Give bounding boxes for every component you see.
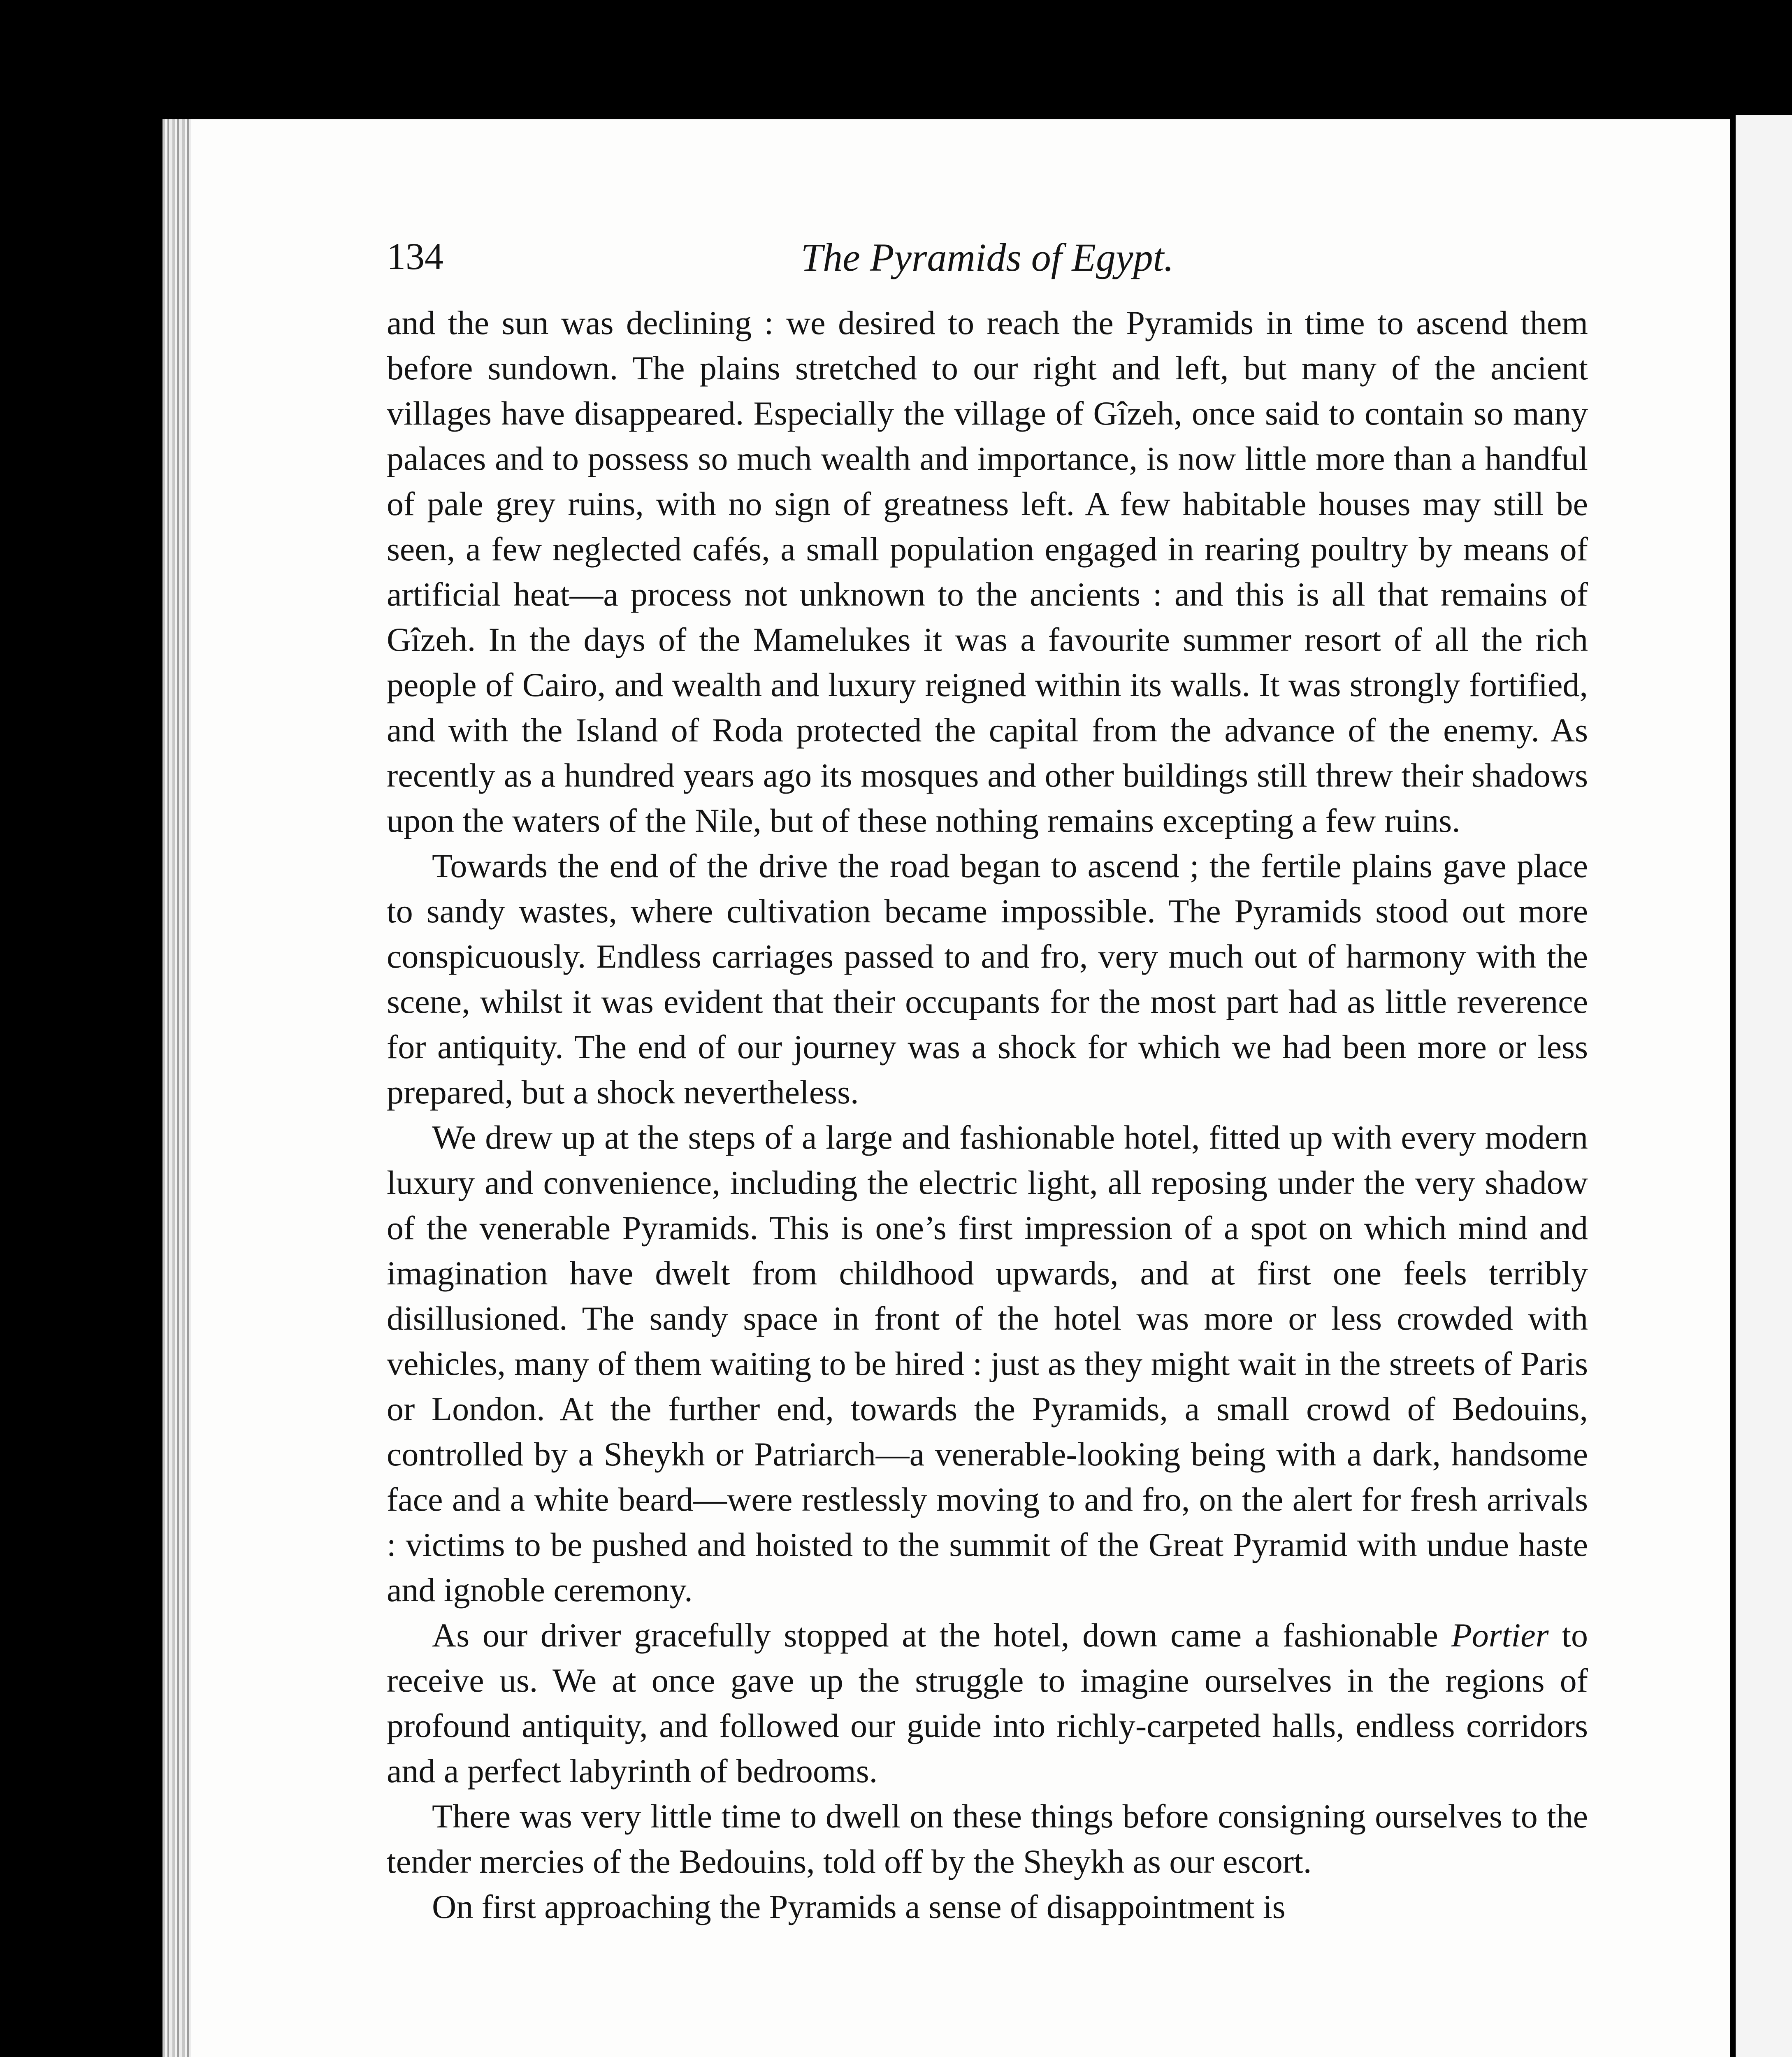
paragraph-6: On first approaching the Pyramids a sense of disappointment is bbox=[432, 1888, 1286, 1925]
page-number: 134 bbox=[387, 235, 443, 277]
running-head bbox=[387, 230, 1588, 300]
page-gutter bbox=[162, 119, 191, 2057]
page-content bbox=[387, 230, 1588, 1929]
running-title: The Pyramids of Egypt. bbox=[801, 235, 1174, 279]
paragraph-4 bbox=[387, 1613, 1588, 1794]
paragraph-1: and the sun was declining : we desired to reach the Pyramids in time to ascend them before sundown. The plains stretched to our right and left, but many of the ancient villages have disappeared. Especially the village of Gîzeh, once said to contain so many palaces and to possess so much wealth and importance, is now little more than a handful of pale grey ruins, with no sign of greatness left. A few habitable houses may still be seen, a few neglected cafés, a small population engaged in rearing poultry by means of artificial heat—a process not unknown to the ancients : and this is all that remains of Gîzeh. In the days of the Mamelukes it was a favourite summer resort of all the rich people of Cairo, and wealth and luxury reigned within its walls. It was strongly fortified, and with the Island of Roda protected the capital from the advance of the enemy. As recently as a hundred years ago its mosques and other buildings still threw their shadows upon the waters of the Nile, but of these nothing remains excepting a few ruins. bbox=[387, 304, 1588, 839]
paragraph-4-end: to receive us. We at once gave up the struggle to imagine ourselves in the regions of profound antiquity, and followed our guide into richly-carpeted halls, endless corridors and a perfect labyrinth of bedrooms. bbox=[387, 1616, 1588, 1790]
body-text bbox=[387, 300, 1588, 1929]
facing-page-edge bbox=[1730, 115, 1792, 2057]
paragraph-2: Towards the end of the drive the road began to ascend ; the fertile plains gave place to sandy wastes, where cultivation became impossible. The Pyramids stood out more conspicuously. Endless carriages passed to and fro, very much out of harmony with the scene, whilst it was evident that their occupants for the most part had as little reverence for antiquity. The end of our journey was a shock for which we had been more or less prepared, but a shock nevertheless. bbox=[387, 847, 1588, 1111]
paragraph-3: We drew up at the steps of a large and fashionable hotel, fitted up with every modern luxury and convenience, including the electric light, all reposing under the very shadow of the venerable Pyramids. This is one’s first impression of a spot on which mind and imagination have dwelt from childhood upwards, and at first one feels terribly disillusioned. The sandy space in front of the hotel was more or less crowded with vehicles, many of them waiting to be hired : just as they might wait in the streets of Paris or London. At the further end, towards the Pyramids, a small crowd of Bedouins, controlled by a Sheykh or Patriarch—a venerable-looking being with a dark, handsome face and a white beard—were restlessly moving to and fro, on the alert for fresh arrivals : victims to be pushed and hoisted to the summit of the Great Pyramid with undue haste and ignoble ceremony. bbox=[387, 1119, 1588, 1609]
italic-portier: Portier bbox=[1451, 1616, 1549, 1654]
paragraph-5: There was very little time to dwell on these things before consigning ourselves to the tender mercies of the Bedouins, told off by the Sheykh as our escort. bbox=[387, 1797, 1588, 1880]
paragraph-4-start: As our driver gracefully stopped at the hotel, down came a fashionable bbox=[432, 1616, 1451, 1654]
